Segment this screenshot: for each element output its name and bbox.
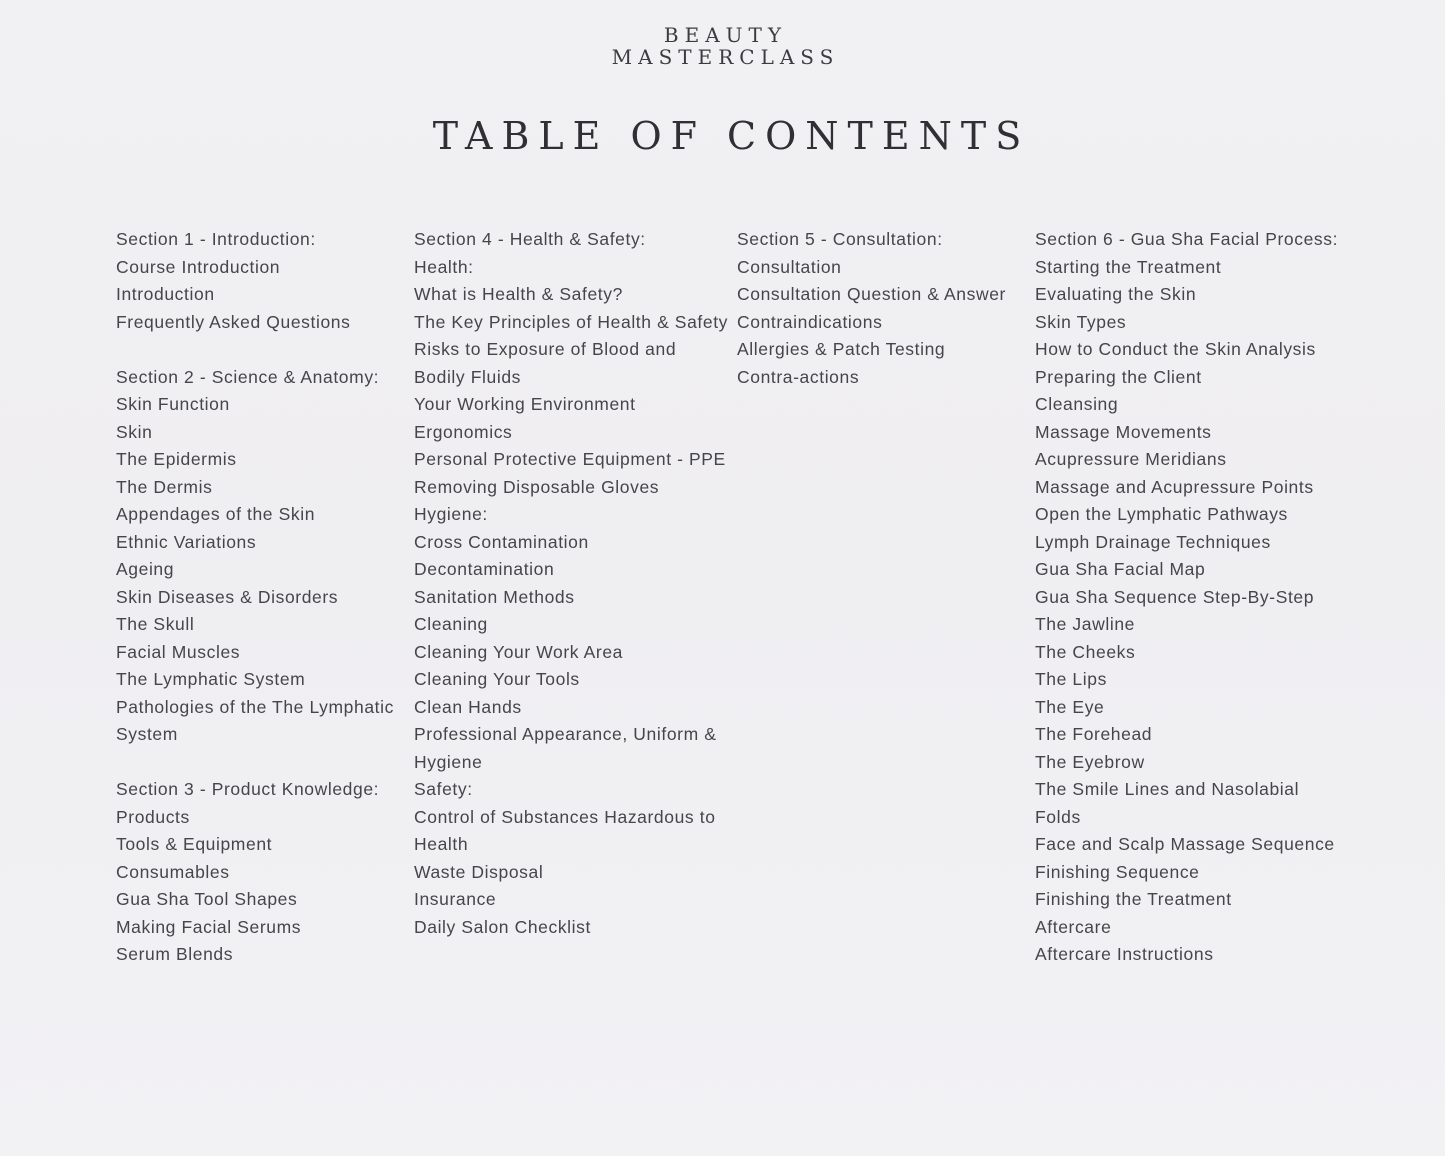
toc-entry: Introduction — [116, 284, 215, 304]
toc-entry: The Cheeks — [1035, 641, 1136, 662]
toc-section-heading: Section 3 - Product Knowledge: — [116, 779, 380, 799]
toc-entry: Bodily Fluids — [414, 366, 522, 387]
toc-column-1 — [116, 226, 406, 996]
toc-entry: Massage Movements — [1035, 421, 1212, 442]
toc-entry: Face and Scalp Massage Sequence — [1035, 834, 1335, 854]
toc-entry: How to Conduct the Skin Analysis — [1035, 339, 1316, 359]
toc-entry: Skin Diseases & Disorders — [116, 586, 339, 607]
toc-section-heading: Section 5 - Consultation: — [737, 229, 943, 249]
toc-entry: Serum Blends — [116, 944, 234, 964]
toc-entry: The Smile Lines and Nasolabial — [1035, 779, 1300, 799]
toc-section-heading: Section 1 - Introduction: — [116, 229, 316, 249]
toc-entry: Aftercare — [1035, 916, 1112, 937]
toc-entry: The Lips — [1035, 669, 1107, 689]
toc-entry: Finishing the Treatment — [1035, 889, 1232, 909]
toc-group — [1035, 226, 1339, 969]
toc-entry: The Dermis — [116, 476, 213, 497]
toc-entry: The Eye — [1035, 696, 1105, 717]
toc-entry: Control of Substances Hazardous to — [414, 806, 716, 827]
toc-entry: Cleaning Your Work Area — [414, 641, 624, 662]
toc-entry: Gua Sha Facial Map — [1035, 559, 1206, 579]
toc-entry: Products — [116, 806, 190, 827]
toc-entry: Decontamination — [414, 559, 555, 579]
toc-entry: Cleansing — [1035, 394, 1119, 414]
toc-entry: Risks to Exposure of Blood and — [414, 339, 677, 359]
toc-entry: Cleaning Your Tools — [414, 669, 580, 689]
toc-entry: Clean Hands — [414, 696, 522, 717]
toc-entry: Ageing — [116, 559, 175, 579]
toc-column-2 — [414, 226, 730, 969]
toc-entry: Daily Salon Checklist — [414, 916, 591, 937]
toc-column-4 — [1035, 226, 1339, 996]
toc-entry: Folds — [1035, 806, 1081, 827]
toc-entry: Open the Lymphatic Pathways — [1035, 504, 1288, 524]
brand-line-1: BEAUTY — [663, 23, 788, 47]
toc-entry: What is Health & Safety? — [414, 284, 623, 304]
toc-entry: The Skull — [116, 614, 195, 634]
toc-entry: The Key Principles of Health & Safety — [414, 311, 729, 332]
toc-group — [737, 226, 1027, 391]
toc-entry: Consultation Question & Answer — [737, 284, 1006, 304]
toc-entry: System — [116, 724, 178, 744]
toc-entry: Consumables — [116, 861, 230, 882]
page-title: TABLE OF CONTENTS — [432, 114, 1031, 158]
toc-group — [116, 226, 406, 336]
toc-entry: Evaluating the Skin — [1035, 284, 1197, 304]
toc-entry: Cross Contamination — [414, 531, 589, 552]
toc-entry: Massage and Acupressure Points — [1035, 476, 1314, 497]
toc-entry: Waste Disposal — [414, 861, 544, 882]
toc-entry: Cleaning — [414, 614, 488, 634]
toc-entry: Health: — [414, 256, 474, 277]
toc-entry: Gua Sha Tool Shapes — [116, 889, 298, 909]
toc-entry: Skin Function — [116, 394, 230, 414]
toc-entry: Personal Protective Equipment - PPE — [414, 449, 726, 469]
toc-entry: Gua Sha Sequence Step-By-Step — [1035, 586, 1315, 607]
toc-entry: Facial Muscles — [116, 641, 241, 662]
toc-entry: Consultation — [737, 256, 842, 277]
toc-entry: Contra-actions — [737, 366, 860, 387]
toc-entry: Pathologies of the The Lymphatic — [116, 696, 394, 717]
toc-entry: Tools & Equipment — [116, 834, 273, 854]
toc-entry: Starting the Treatment — [1035, 256, 1222, 277]
toc-entry: Preparing the Client — [1035, 366, 1202, 387]
toc-entry: Acupressure Meridians — [1035, 449, 1227, 469]
toc-entry: Hygiene: — [414, 504, 488, 524]
toc-group — [116, 776, 406, 969]
brand-line-2: MASTERCLASS — [611, 45, 840, 69]
toc-entry: Your Working Environment — [414, 394, 636, 414]
toc-entry: Making Facial Serums — [116, 916, 302, 937]
toc-section-heading: Section 4 - Health & Safety: — [414, 229, 646, 249]
toc-entry: Hygiene — [414, 751, 483, 772]
toc-entry: Ergonomics — [414, 421, 513, 442]
toc-section-heading: Section 2 - Science & Anatomy: — [116, 366, 380, 387]
toc-group — [116, 364, 406, 749]
toc-entry: The Lymphatic System — [116, 669, 306, 689]
toc-entry: The Epidermis — [116, 449, 237, 469]
toc-group — [414, 226, 730, 941]
toc-entry: Removing Disposable Gloves — [414, 476, 660, 497]
toc-entry: Aftercare Instructions — [1035, 944, 1214, 964]
toc-entry: Appendages of the Skin — [116, 504, 316, 524]
toc-entry: Insurance — [414, 889, 497, 909]
toc-entry: Contraindications — [737, 311, 883, 332]
toc-entry: Course Introduction — [116, 256, 281, 277]
toc-entry: Health — [414, 834, 469, 854]
toc-entry: Professional Appearance, Uniform & — [414, 724, 717, 744]
toc-column-3 — [737, 226, 1027, 419]
toc-entry: Safety: — [414, 779, 473, 799]
toc-entry: Allergies & Patch Testing — [737, 339, 946, 359]
toc-entry: Ethnic Variations — [116, 531, 257, 552]
toc-entry: Lymph Drainage Techniques — [1035, 531, 1271, 552]
toc-entry: The Jawline — [1035, 614, 1135, 634]
brand-logo — [0, 24, 1445, 68]
toc-entry: Sanitation Methods — [414, 586, 575, 607]
toc-section-heading: Section 6 - Gua Sha Facial Process: — [1035, 229, 1339, 249]
toc-entry: Finishing Sequence — [1035, 861, 1200, 882]
toc-entry: The Forehead — [1035, 724, 1153, 744]
toc-entry: Skin Types — [1035, 311, 1127, 332]
toc-entry: Skin — [116, 421, 153, 442]
toc-entry: Frequently Asked Questions — [116, 311, 351, 332]
toc-entry: The Eyebrow — [1035, 751, 1145, 772]
